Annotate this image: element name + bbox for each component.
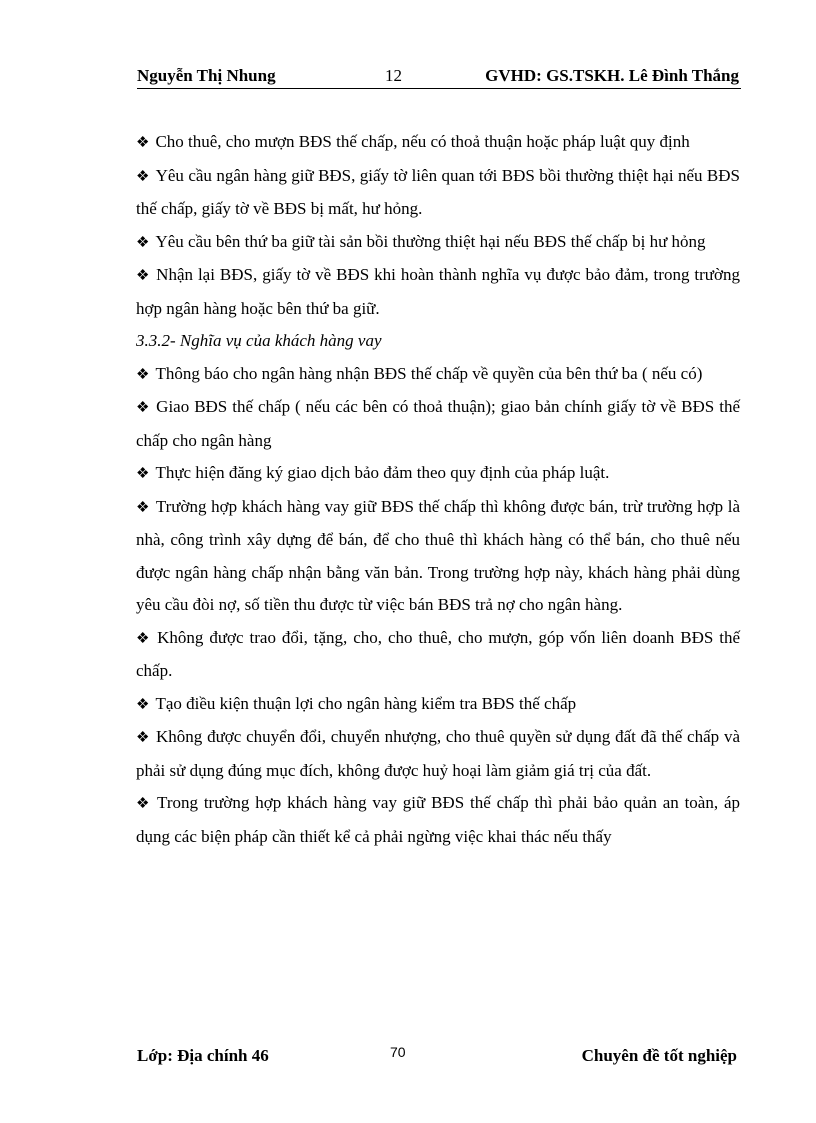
diamond-bullet-icon: ❖ [136,268,151,284]
diamond-bullet-icon: ❖ [136,630,152,647]
diamond-bullet-icon: ❖ [136,499,150,516]
bullet-text: Không được trao đổi, tặng, cho, cho thuê, cho mượn, góp vốn liên doanh BĐS thế chấp. [136,627,741,680]
section-subheading: 3.3.2- Nghĩa vụ của khách hàng vay [136,331,382,350]
bullet-text: Thông báo cho ngân hàng nhận BĐS thế chấp về quyền của bên thứ ba ( nếu có) [155,363,703,383]
bullet-paragraph [136,358,740,392]
header-advisor: GVHD: GS.TSKH. Lê Đình Thắng [485,66,739,85]
diamond-bullet-icon: ❖ [136,696,150,713]
diamond-bullet-icon: ❖ [136,234,150,251]
header-number: 12 [385,66,402,85]
bullet-paragraph [136,126,740,160]
diamond-bullet-icon: ❖ [136,168,150,185]
bullet-text: Trường hợp khách hàng vay giữ BĐS thế chấp thì không được bán, trừ trường hợp là nhà, công trình xây dựng để bán, để cho thuê thì khách hàng có thể bán, cho thuê nếu được ngân hàng chấp nhận bằng văn bản. Trong trường hợp này, khách hàng phải dùng yêu cầu đòi nợ, số tiền thu được từ việc bán BĐS trả nợ cho ngân hàng. [136,496,740,614]
bullet-text: Cho thuê, cho mượn BĐS thế chấp, nếu có thoả thuận hoặc pháp luật quy định [155,132,690,151]
bullet-text: Thực hiện đăng ký giao dịch bảo đảm theo quy định của pháp luật. [155,463,610,482]
bullet-paragraph [136,622,740,688]
bullet-paragraph [136,259,740,325]
bullet-text: Tạo điều kiện thuận lợi cho ngân hàng kiểm tra BĐS thế chấp [155,693,577,713]
document-body [136,126,740,853]
diamond-bullet-icon: ❖ [136,730,150,746]
bullet-paragraph [136,160,740,226]
bullet-text: Yêu cầu bên thứ ba giữ tài sản bồi thường thiệt hại nếu BĐS thế chấp bị hư hỏng [155,231,706,251]
rights-list [136,126,740,325]
bullet-text: Nhận lại BĐS, giấy tờ về BĐS khi hoàn thành nghĩa vụ được bảo đảm, trong trường hợp ngân hàng hoặc bên thứ ba giữ. [136,265,740,318]
page-header [137,64,741,89]
bullet-paragraph [136,226,740,260]
bullet-paragraph [136,721,740,787]
bullet-paragraph [136,491,740,622]
obligations-list [136,358,740,854]
bullet-paragraph [136,688,740,722]
diamond-bullet-icon: ❖ [136,796,152,812]
header-author: Nguyễn Thị Nhung [137,66,276,85]
bullet-text: Không được chuyển đổi, chuyển nhượng, cho thuê quyền sử dụng đất đã thế chấp và phải sử dụng đúng mục đích, không được huỷ hoại làm giảm giá trị của đất. [136,727,740,780]
bullet-paragraph [136,457,740,491]
footer-topic: Chuyên đề tốt nghiệp [581,1046,737,1065]
bullet-text: Giao BĐS thế chấp ( nếu các bên có thoả thuận); giao bản chính giấy tờ về BĐS thế chấp cho ngân hàng [136,397,740,450]
diamond-bullet-icon: ❖ [136,366,150,383]
bullet-text: Trong trường hợp khách hàng vay giữ BĐS thế chấp thì phải bảo quản an toàn, áp dụng các biện pháp cần thiết kể cả phải ngừng việc khai thác nếu thấy [136,793,740,846]
diamond-bullet-icon: ❖ [136,135,150,151]
diamond-bullet-icon: ❖ [136,466,150,482]
diamond-bullet-icon: ❖ [136,400,151,416]
bullet-text: Yêu cầu ngân hàng giữ BĐS, giấy tờ liên quan tới BĐS bồi thường thiệt hại nếu BĐS thế chấp, giấy tờ về BĐS bị mất, hư hỏng. [136,165,740,218]
footer-class-label: Lớp: Địa chính 46 [137,1046,269,1065]
bullet-paragraph [136,787,740,853]
bullet-paragraph [136,391,740,457]
footer-page-number: 70 [390,1044,406,1060]
